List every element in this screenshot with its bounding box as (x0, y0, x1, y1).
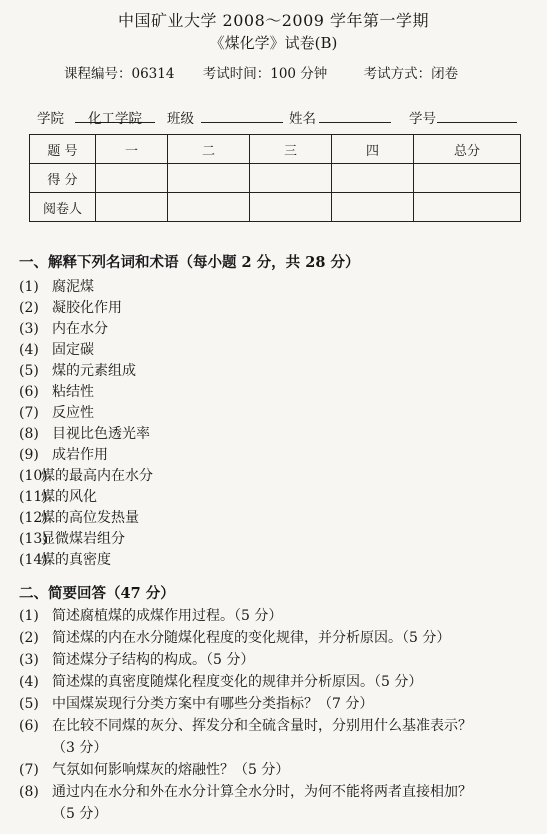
section1-title: 一、解释下列名词和术语（每小题 2 分，共 28 分） (19, 254, 360, 271)
list-item: (9) 成岩作用 (19, 447, 108, 463)
exam-title: 中国矿业大学 2008～2009 学年第一学期 (117, 11, 430, 30)
list-item: (5) 中国煤炭现行分类方案中有哪些分类指标？（7 分） (19, 696, 374, 712)
score-table-score-row (30, 164, 521, 193)
list-item: (8) 通过内在水分和外在水分计算全水分时，为何不能将两者直接相加？（5 分） (19, 784, 472, 822)
id-field[interactable] (437, 107, 517, 123)
grader-cell[interactable] (96, 193, 168, 222)
exam-subtitle: 《煤化学》试卷(B) (209, 34, 338, 52)
score-table-cell: 阅卷人 (30, 193, 96, 222)
score-table-cell: 二 (168, 135, 250, 164)
score-table (29, 134, 521, 222)
class-label: 班级 (167, 111, 194, 127)
exam-mode: 考试方式：闭卷 (363, 66, 459, 82)
list-item: (2) 凝胶化作用 (19, 300, 122, 316)
score-table-header-row (30, 135, 521, 164)
name-label: 姓名 (289, 111, 316, 127)
list-item: (1) 简述腐植煤的成煤作用过程。（5 分） (19, 608, 283, 624)
score-cell[interactable] (168, 164, 250, 193)
list-item: (3) 简述煤分子结构的构成。（5 分） (19, 652, 255, 668)
list-item: (4) 简述煤的真密度随煤化程度变化的规律并分析原因。（5 分） (19, 674, 423, 690)
list-item: (3) 内在水分 (19, 321, 108, 337)
name-field[interactable] (319, 107, 391, 123)
list-item: (8) 目视比色透光率 (19, 426, 150, 442)
college-field: 化工学院 (75, 107, 155, 123)
list-item: (14)煤的真密度 (19, 552, 111, 568)
score-cell[interactable] (332, 164, 414, 193)
score-table-cell: 得 分 (30, 164, 96, 193)
list-item: (6) 在比较不同煤的灰分、挥发分和全硫含量时，分别用什么基准表示？（3 分） (19, 718, 472, 756)
exam-time: 考试时间：100 分钟 (202, 66, 328, 82)
list-item: (5) 煤的元素组成 (19, 363, 136, 379)
score-table-cell: 题 号 (30, 135, 96, 164)
grader-cell[interactable] (250, 193, 332, 222)
list-item: (10)煤的最高内在水分 (19, 468, 153, 484)
list-item: (7) 反应性 (19, 405, 94, 421)
score-cell[interactable] (250, 164, 332, 193)
score-table-cell: 四 (332, 135, 414, 164)
college-value (75, 107, 155, 127)
list-item: (11)煤的风化 (19, 489, 97, 505)
score-table-cell: 一 (96, 135, 168, 164)
grader-cell[interactable] (332, 193, 414, 222)
score-table-cell: 三 (250, 135, 332, 164)
list-item: (13)显微煤岩组分 (19, 531, 125, 547)
section2-title: 二、简要回答（47 分） (19, 585, 175, 602)
id-label: 学号 (409, 111, 436, 127)
grader-cell[interactable] (168, 193, 250, 222)
score-table-grader-row (30, 193, 521, 222)
college-label: 学院 (37, 111, 64, 127)
list-item: (2) 简述煤的内在水分随煤化程度的变化规律，并分析原因。（5 分） (19, 630, 451, 646)
score-cell[interactable] (96, 164, 168, 193)
exam-meta (22, 62, 522, 82)
list-item: (6) 粘结性 (19, 384, 94, 400)
list-item: (7) 气氛如何影响煤灰的熔融性？（5 分） (19, 762, 290, 778)
list-item: (4) 固定碳 (19, 342, 94, 358)
class-field[interactable] (201, 107, 283, 123)
list-item: (1) 腐泥煤 (19, 279, 94, 295)
score-cell[interactable] (414, 164, 521, 193)
list-item: (12)煤的高位发热量 (19, 510, 139, 526)
grader-cell[interactable] (414, 193, 521, 222)
score-table-cell: 总分 (414, 135, 521, 164)
course-code: 课程编号：06314 (64, 66, 175, 82)
